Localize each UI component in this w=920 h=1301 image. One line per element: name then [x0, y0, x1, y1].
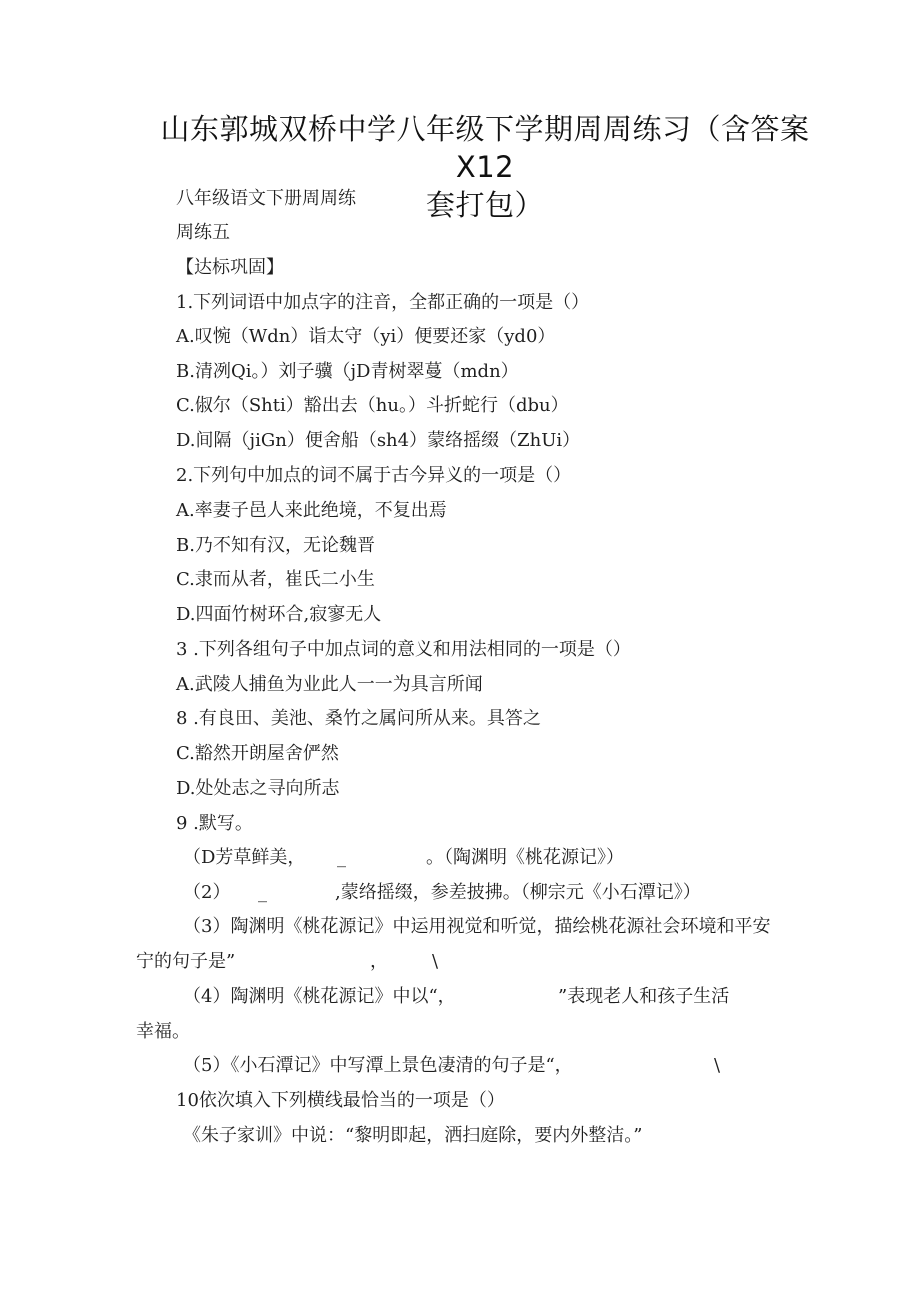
q9-4-prefix: （4）陶渊明《桃花源记》中以“，	[183, 986, 456, 1007]
q9-1-prefix: （D芳草鲜美，	[183, 847, 306, 868]
question-line: A.叹惋（Wdn）诣太守（yi）便要还家（yd0）	[176, 326, 556, 347]
q9-4-suffix: ”表现老人和孩子生活	[558, 986, 730, 1007]
question-line: B.清冽Qi。）刘子骥（jD青树翠蔓（mdn）	[176, 361, 519, 382]
question-line: A.率妻子邑人来此绝境，不复出焉	[176, 500, 447, 521]
q9-2-prefix: （2）	[183, 882, 231, 903]
question-line: 8 .有良田、美池、桑竹之属问所从来。具答之	[176, 708, 541, 729]
q9-3-line-1: （3）陶渊明《桃花源记》中运用视觉和听觉，描绘桃花源社会环境和平安	[183, 916, 771, 937]
question-line: 9 .默写。	[176, 813, 253, 834]
question-10-quote: 《朱子家训》中说：“黎明即起，洒扫庭除，要内外整洁。”	[183, 1125, 643, 1146]
q9-4-line-2: 幸福。	[136, 1021, 190, 1042]
q9-2-suffix: ,蒙络摇缀，参差披拂。（柳宗元《小石潭记》）	[335, 882, 701, 903]
title-line-1: 山东郭城双桥中学八年级下学期周周练习（含答案X12	[160, 112, 810, 184]
question-line: 3 .下列各组句子中加点词的意义和用法相同的一项是（）	[176, 639, 631, 660]
question-line: B.乃不知有汉，无论魏晋	[176, 535, 375, 556]
q9-3-line-2: 宁的句子是”	[136, 951, 236, 972]
q9-1-suffix: 。（陶渊明《桃花源记》）	[426, 847, 624, 868]
subtitle: 八年级语文下册周周练	[176, 188, 356, 209]
question-line: C.俶尔（Shti）豁出去（hu。）斗折蛇行（dbu）	[176, 395, 569, 416]
question-10: 10依次填入下列横线最恰当的一项是（）	[176, 1090, 505, 1111]
q9-1-blank: _	[337, 847, 346, 868]
q9-5-slash: \	[714, 1055, 721, 1076]
title-line-2: 套打包）	[425, 188, 544, 222]
section-label: 周练五	[176, 222, 230, 243]
question-line: C.隶而从者，崔氏二小生	[176, 569, 375, 590]
q9-3-comma: ，	[370, 951, 388, 972]
question-line: C.豁然开朗屋舍俨然	[176, 743, 339, 764]
question-line: D.四面竹树环合,寂寥无人	[176, 604, 382, 625]
question-line: 2.下列句中加点的词不属于古今异义的一项是（）	[176, 465, 572, 486]
q9-3-slash: \	[432, 951, 439, 972]
section-heading: 【达标巩固】	[176, 257, 284, 278]
question-line: A.武陵人捕鱼为业此人一一为具言所闻	[176, 674, 483, 695]
question-line: 1.下列词语中加点字的注音，全都正确的一项是（）	[176, 292, 590, 313]
question-line: D.间隔（jiGn）便舍船（sh4）蒙络摇缀（ZhUi）	[176, 430, 581, 451]
q9-2-blank: _	[258, 882, 267, 903]
q9-5-prefix: （5）《小石潭记》中写潭上景色凄清的句子是“，	[183, 1055, 573, 1076]
question-line: D.处处志之寻向所志	[176, 778, 340, 799]
